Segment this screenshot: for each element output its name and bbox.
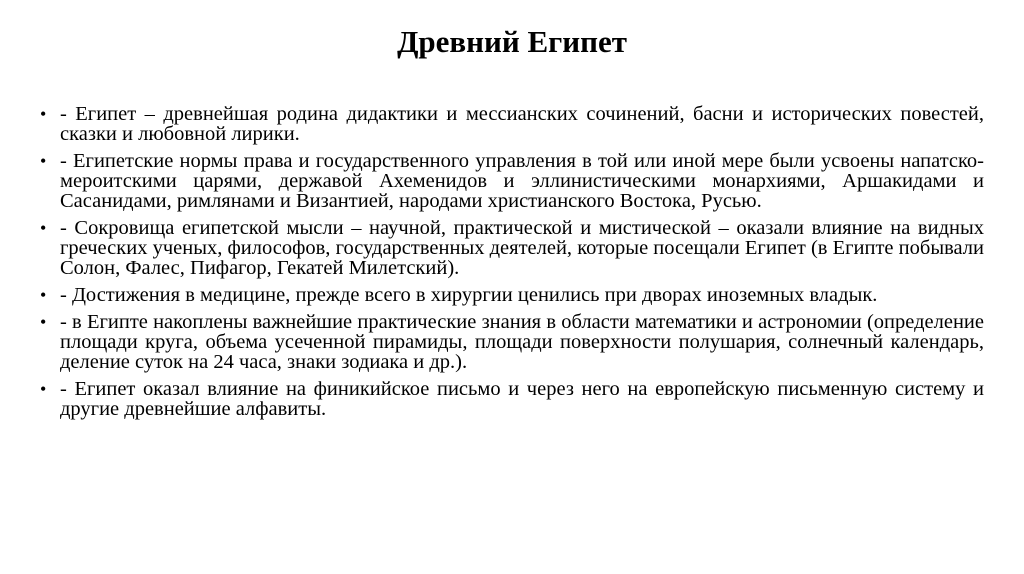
- bullet-dot-icon: •: [40, 104, 47, 124]
- slide-title: Древний Египет: [397, 24, 627, 59]
- bullet-dot-icon: •: [40, 312, 47, 332]
- bullet-text: - Достижения в медицине, прежде всего в хирургии ценились при дворах иноземных владык.: [60, 284, 878, 306]
- bullet-text: - в Египте накоплены важнейшие практические знания в области математики и астрономии (определение площади круга, объема усеченной пирамиды, площади поверхности полушария, солнечный календарь, деление суток на 24 часа, знаки зодиака и др.).: [60, 311, 984, 373]
- bullet-item: [40, 218, 984, 278]
- bullet-item: [40, 312, 984, 372]
- bullet-item: [40, 379, 984, 419]
- bullet-dot-icon: •: [40, 379, 47, 399]
- bullet-list: [40, 104, 984, 426]
- bullet-dot-icon: •: [40, 151, 47, 171]
- bullet-text: - Египет – древнейшая родина дидактики и мессианских сочинений, басни и исторических повестей, сказки и любовной лирики.: [60, 103, 984, 145]
- bullet-item: [40, 104, 984, 144]
- bullet-dot-icon: •: [40, 285, 47, 305]
- bullet-item: [40, 285, 984, 305]
- bullet-text: - Сокровища египетской мысли – научной, практической и мистической – оказали влияние на видных греческих ученых, философов, государственных деятелей, которые посещали Египет (в Египте побывали Солон, Фалес, Пифагор, Гекатей Милетский).: [60, 217, 984, 279]
- bullet-text: - Египет оказал влияние на финикийское письмо и через него на европейскую письменную систему и другие древнейшие алфавиты.: [60, 378, 984, 420]
- bullet-dot-icon: •: [40, 218, 47, 238]
- bullet-text: - Египетские нормы права и государственного управления в той или иной мере были усвоены напатско-мероитскими царями, державой Ахеменидов и эллинистическими монархиями, Аршакидами и Сасанидами, римлянами и Византией, народами христианского Востока, Русью.: [60, 150, 984, 212]
- bullet-item: [40, 151, 984, 211]
